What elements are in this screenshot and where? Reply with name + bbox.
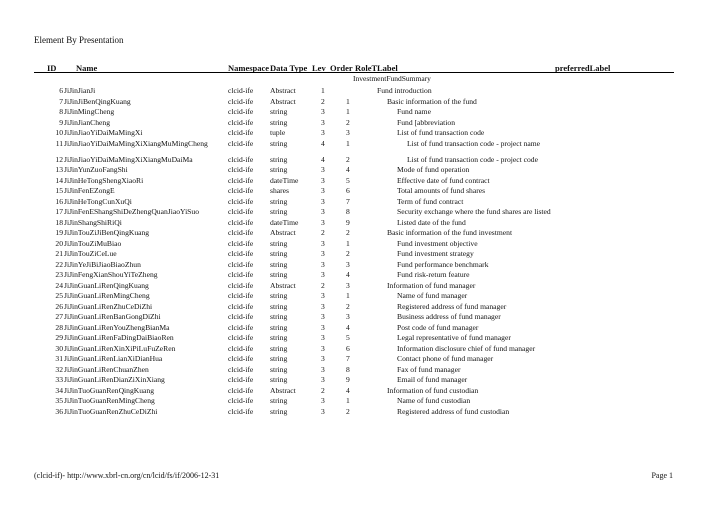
cell-label: Fund risk-return feature xyxy=(397,270,470,279)
table-row xyxy=(0,323,720,334)
cell-level: 3 xyxy=(321,333,325,342)
cell-data-type: Abstract xyxy=(270,96,296,106)
cell-namespace: clcid-ife xyxy=(228,138,254,148)
cell-label: Fund [abbreviation xyxy=(397,117,455,127)
cell-level: 3 xyxy=(321,301,325,311)
cell-level: 3 xyxy=(321,107,325,116)
cell-level: 3 xyxy=(321,186,325,195)
cell-name: JiJinJiBenQingKuang xyxy=(64,96,131,106)
cell-label: Fund investment objective xyxy=(397,238,478,248)
cell-label: Fund investment strategy xyxy=(397,249,474,258)
cell-level: 3 xyxy=(321,312,325,321)
cell-data-type: string xyxy=(270,396,288,405)
cell-namespace: clcid-ife xyxy=(228,154,254,164)
cell-namespace: clcid-ife xyxy=(228,301,254,311)
cell-id: 9 xyxy=(59,117,63,127)
cell-namespace: clcid-ife xyxy=(228,375,254,384)
header-namespace: Namespace xyxy=(228,63,269,73)
cell-data-type: Abstract xyxy=(270,280,296,290)
cell-id: 29 xyxy=(55,333,63,342)
footer-page: Page 1 xyxy=(651,471,673,480)
cell-data-type: string xyxy=(270,322,288,332)
table-row xyxy=(0,155,720,166)
cell-level: 3 xyxy=(321,406,325,416)
cell-name: JiJinJianJi xyxy=(64,86,96,95)
cell-namespace: clcid-ife xyxy=(228,196,254,206)
cell-label: Basic information of the fund investment xyxy=(387,228,513,237)
cell-label: Effective date of fund contract xyxy=(397,175,490,185)
cell-id: 16 xyxy=(55,196,63,206)
cell-label: Information of fund custodian xyxy=(387,385,479,395)
cell-namespace: clcid-ife xyxy=(228,107,254,116)
cell-label: Information disclosure chief of fund manager xyxy=(397,343,536,353)
cell-order: 4 xyxy=(346,270,350,279)
cell-data-type: string xyxy=(270,406,288,416)
cell-name: JiJinTouZiMuBiao xyxy=(64,238,122,248)
cell-namespace: clcid-ife xyxy=(228,128,254,137)
cell-data-type: string xyxy=(270,343,288,353)
cell-data-type: dateTime xyxy=(270,175,299,185)
cell-namespace: clcid-ife xyxy=(228,259,254,269)
cell-data-type: string xyxy=(270,117,288,127)
cell-label: Registered address of fund manager xyxy=(397,301,507,311)
table-row xyxy=(0,365,720,376)
cell-level: 4 xyxy=(321,154,325,164)
cell-name: JiJinGuanLiRenMingCheng xyxy=(64,291,150,300)
table-row xyxy=(0,176,720,187)
cell-level: 3 xyxy=(321,270,325,279)
cell-name: JiJinTuoGuanRenQingKuang xyxy=(64,385,155,395)
cell-data-type: shares xyxy=(270,186,289,195)
cell-order: 2 xyxy=(346,228,350,237)
table-row xyxy=(0,86,720,97)
header-label: Label xyxy=(377,63,398,73)
cell-id: 35 xyxy=(55,396,63,405)
cell-level: 3 xyxy=(321,207,325,216)
cell-name: JiJinJiaoYiDaiMaMingXiXiangMuDaiMa xyxy=(64,154,193,164)
cell-id: 28 xyxy=(55,322,63,332)
cell-id: 22 xyxy=(55,259,63,269)
cell-id: 12 xyxy=(55,154,63,164)
cell-order: 3 xyxy=(346,259,350,269)
cell-name: JiJinYeJiBiJiaoBiaoZhun xyxy=(64,259,141,269)
footer-source: (clcid-if)- http://www.xbrl-cn.org/cn/lcid/fs/if/2006-12-31 xyxy=(34,471,220,480)
table-row xyxy=(0,333,720,344)
cell-namespace: clcid-ife xyxy=(228,333,254,342)
cell-level: 3 xyxy=(321,249,325,258)
cell-namespace: clcid-ife xyxy=(228,406,254,416)
cell-id: 32 xyxy=(55,364,63,374)
cell-id: 27 xyxy=(55,312,63,321)
cell-namespace: clcid-ife xyxy=(228,249,254,258)
cell-namespace: clcid-ife xyxy=(228,217,254,227)
cell-name: JiJinTuoGuanRenZhuCeDiZhi xyxy=(64,406,158,416)
cell-data-type: tuple xyxy=(270,128,286,137)
cell-level: 2 xyxy=(321,228,325,237)
table-row xyxy=(0,128,720,139)
cell-label: Name of fund manager xyxy=(397,291,468,300)
cell-order: 3 xyxy=(346,280,350,290)
cell-name: JiJinMingCheng xyxy=(64,107,115,116)
cell-namespace: clcid-ife xyxy=(228,364,254,374)
table-row xyxy=(0,354,720,365)
cell-name: JiJinGuanLiRenQingKuang xyxy=(64,280,149,290)
cell-level: 3 xyxy=(321,375,325,384)
header-data-type: Data Type xyxy=(270,63,308,73)
cell-name: JiJinYunZuoFangShi xyxy=(64,165,128,174)
cell-name: JiJinJiaoYiDaiMaMingXi xyxy=(64,128,143,137)
cell-data-type: string xyxy=(270,375,288,384)
cell-data-type: Abstract xyxy=(270,385,296,395)
cell-namespace: clcid-ife xyxy=(228,354,254,363)
cell-label: Mode of fund operation xyxy=(397,165,470,174)
table-row xyxy=(0,207,720,218)
cell-id: 15 xyxy=(55,186,63,195)
cell-label: Contact phone of fund manager xyxy=(397,354,494,363)
cell-level: 2 xyxy=(321,385,325,395)
cell-name: JiJinHeTongCunXuQi xyxy=(64,196,132,206)
cell-namespace: clcid-ife xyxy=(228,186,254,195)
table-row xyxy=(0,260,720,271)
cell-order: 2 xyxy=(346,301,350,311)
header-role: RoleT xyxy=(355,63,378,73)
cell-namespace: clcid-ife xyxy=(228,86,254,95)
cell-data-type: dateTime xyxy=(270,217,299,227)
cell-namespace: clcid-ife xyxy=(228,291,254,300)
cell-name: JiJinGuanLiRenXinXiPiLuFuZeRen xyxy=(64,343,176,353)
cell-order: 2 xyxy=(346,406,350,416)
section-label: InvestmentFundSummary xyxy=(353,74,431,83)
cell-name: JiJinFenEShangShiDeZhengQuanJiaoYiSuo xyxy=(64,207,199,216)
cell-namespace: clcid-ife xyxy=(228,385,254,395)
cell-name: JiJinTouZiJiBenQingKuang xyxy=(64,228,150,237)
cell-name: JiJinFengXianShouYiTeZheng xyxy=(64,270,158,279)
cell-label: Fund name xyxy=(397,107,431,116)
cell-order: 5 xyxy=(346,333,350,342)
cell-level: 3 xyxy=(321,343,325,353)
cell-level: 4 xyxy=(321,138,325,148)
cell-label: Total amounts of fund shares xyxy=(397,186,486,195)
cell-id: 14 xyxy=(55,175,63,185)
cell-label: Information of fund manager xyxy=(387,280,476,290)
cell-name: JiJinFenEZongE xyxy=(64,186,115,195)
table-row xyxy=(0,97,720,108)
cell-namespace: clcid-ife xyxy=(228,175,254,185)
cell-data-type: string xyxy=(270,354,288,363)
cell-order: 4 xyxy=(346,385,350,395)
cell-order: 1 xyxy=(346,138,350,148)
cell-namespace: clcid-ife xyxy=(228,322,254,332)
cell-id: 30 xyxy=(55,343,63,353)
cell-level: 3 xyxy=(321,128,325,137)
cell-level: 3 xyxy=(321,117,325,127)
cell-data-type: string xyxy=(270,312,288,321)
cell-label: Registered address of fund custodian xyxy=(397,406,510,416)
cell-label: List of fund transaction code xyxy=(397,128,485,137)
table-row xyxy=(0,218,720,229)
cell-level: 3 xyxy=(321,175,325,185)
cell-name: JiJinJianCheng xyxy=(64,117,110,127)
cell-data-type: string xyxy=(270,270,288,279)
cell-id: 24 xyxy=(55,280,63,290)
cell-order: 4 xyxy=(346,322,350,332)
cell-id: 33 xyxy=(55,375,63,384)
cell-data-type: string xyxy=(270,196,288,206)
table-row xyxy=(0,344,720,355)
cell-level: 3 xyxy=(321,364,325,374)
cell-data-type: string xyxy=(270,207,288,216)
cell-label: Legal representative of fund manager xyxy=(397,333,511,342)
table-row xyxy=(0,407,720,418)
cell-data-type: string xyxy=(270,333,288,342)
cell-order: 7 xyxy=(346,354,350,363)
cell-name: JiJinGuanLiRenYouZhengBianMa xyxy=(64,322,170,332)
cell-order: 2 xyxy=(346,249,350,258)
table-row xyxy=(0,165,720,176)
cell-order: 2 xyxy=(346,117,350,127)
cell-order: 9 xyxy=(346,375,350,384)
cell-namespace: clcid-ife xyxy=(228,343,254,353)
cell-id: 11 xyxy=(55,138,63,148)
cell-data-type: string xyxy=(270,291,288,300)
cell-name: JiJinGuanLiRenChuanZhen xyxy=(64,364,149,374)
cell-data-type: string xyxy=(270,364,288,374)
document-title: Element By Presentation xyxy=(34,35,124,45)
cell-order: 6 xyxy=(346,343,350,353)
cell-order: 5 xyxy=(346,175,350,185)
cell-level: 3 xyxy=(321,259,325,269)
cell-order: 3 xyxy=(346,312,350,321)
table-row xyxy=(0,186,720,197)
cell-label: Basic information of the fund xyxy=(387,96,477,106)
cell-data-type: string xyxy=(270,154,288,164)
cell-id: 23 xyxy=(55,270,63,279)
table-row xyxy=(0,396,720,407)
cell-order: 1 xyxy=(346,291,350,300)
cell-level: 3 xyxy=(321,354,325,363)
cell-name: JiJinGuanLiRenFaDingDaiBiaoRen xyxy=(64,333,174,342)
cell-level: 3 xyxy=(321,396,325,405)
cell-name: JiJinGuanLiRenLianXiDianHua xyxy=(64,354,163,363)
cell-name: JiJinGuanLiRenDianZiXinXiang xyxy=(64,375,165,384)
table-row xyxy=(0,239,720,250)
cell-level: 3 xyxy=(321,217,325,227)
cell-order: 1 xyxy=(346,96,350,106)
cell-id: 13 xyxy=(55,165,63,174)
cell-data-type: string xyxy=(270,238,288,248)
cell-order: 1 xyxy=(346,238,350,248)
cell-level: 3 xyxy=(321,238,325,248)
table-row xyxy=(0,249,720,260)
cell-label: Fax of fund manager xyxy=(397,364,461,374)
header-id: ID xyxy=(47,63,57,73)
cell-id: 36 xyxy=(55,406,63,416)
header-order: Order xyxy=(330,63,353,73)
cell-id: 17 xyxy=(55,207,63,216)
cell-order: 1 xyxy=(346,107,350,116)
cell-id: 6 xyxy=(59,86,63,95)
table-row xyxy=(0,375,720,386)
table-row xyxy=(0,107,720,118)
table-row xyxy=(0,118,720,129)
cell-label: Post code of fund manager xyxy=(397,322,479,332)
cell-order: 2 xyxy=(346,154,350,164)
cell-data-type: Abstract xyxy=(270,228,296,237)
cell-id: 31 xyxy=(55,354,63,363)
cell-label: Fund performance benchmark xyxy=(397,259,489,269)
cell-order: 3 xyxy=(346,128,350,137)
cell-namespace: clcid-ife xyxy=(228,238,254,248)
cell-namespace: clcid-ife xyxy=(228,207,254,216)
cell-namespace: clcid-ife xyxy=(228,312,254,321)
cell-name: JiJinShangShiRiQi xyxy=(64,217,122,227)
cell-order: 8 xyxy=(346,364,350,374)
table-row xyxy=(0,270,720,281)
cell-id: 10 xyxy=(55,128,63,137)
cell-level: 2 xyxy=(321,280,325,290)
cell-namespace: clcid-ife xyxy=(228,228,254,237)
cell-label: Fund introduction xyxy=(377,86,432,95)
cell-level: 3 xyxy=(321,165,325,174)
cell-data-type: string xyxy=(270,165,288,174)
cell-namespace: clcid-ife xyxy=(228,396,254,405)
cell-label: Business address of fund manager xyxy=(397,312,501,321)
cell-order: 9 xyxy=(346,217,350,227)
cell-data-type: string xyxy=(270,249,288,258)
cell-order: 8 xyxy=(346,207,350,216)
cell-id: 20 xyxy=(55,238,63,248)
cell-id: 34 xyxy=(55,385,63,395)
cell-level: 1 xyxy=(321,86,325,95)
cell-level: 3 xyxy=(321,291,325,300)
cell-data-type: string xyxy=(270,259,288,269)
cell-name: JiJinTouZiCeLue xyxy=(64,249,117,258)
cell-id: 21 xyxy=(55,249,63,258)
cell-id: 7 xyxy=(59,96,63,106)
cell-namespace: clcid-ife xyxy=(228,165,254,174)
header-level: Lev xyxy=(312,63,326,73)
table-row xyxy=(0,302,720,313)
cell-namespace: clcid-ife xyxy=(228,280,254,290)
cell-order: 6 xyxy=(346,186,350,195)
cell-id: 25 xyxy=(55,291,63,300)
table-row xyxy=(0,139,720,155)
cell-level: 3 xyxy=(321,322,325,332)
cell-label: Security exchange where the fund shares are listed xyxy=(397,207,551,216)
cell-label: Email of fund manager xyxy=(397,375,468,384)
cell-name: JiJinTuoGuanRenMingCheng xyxy=(64,396,155,405)
cell-id: 19 xyxy=(55,228,63,237)
cell-id: 26 xyxy=(55,301,63,311)
cell-namespace: clcid-ife xyxy=(228,117,254,127)
cell-level: 2 xyxy=(321,96,325,106)
cell-id: 8 xyxy=(59,107,63,116)
cell-order: 7 xyxy=(346,196,350,206)
cell-label: Name of fund custodian xyxy=(397,396,471,405)
cell-order: 4 xyxy=(346,165,350,174)
cell-name: JiJinGuanLiRenBanGongDiZhi xyxy=(64,312,161,321)
table-body xyxy=(0,86,720,417)
table-row xyxy=(0,281,720,292)
cell-name: JiJinGuanLiRenZhuCeDiZhi xyxy=(64,301,153,311)
cell-label: List of fund transaction code - project name xyxy=(407,138,541,148)
table-row xyxy=(0,228,720,239)
cell-label: List of fund transaction code - project code xyxy=(407,154,538,164)
cell-name: JiJinJiaoYiDaiMaMingXiXiangMuMingCheng xyxy=(64,139,208,148)
cell-id: 18 xyxy=(55,217,63,227)
cell-order: 1 xyxy=(346,396,350,405)
cell-data-type: string xyxy=(270,138,288,148)
cell-data-type: string xyxy=(270,107,288,116)
table-row xyxy=(0,291,720,302)
table-row xyxy=(0,312,720,323)
header-name: Name xyxy=(76,63,98,73)
table-row xyxy=(0,197,720,208)
header-preferred-label: preferredLabel xyxy=(555,63,611,73)
cell-namespace: clcid-ife xyxy=(228,96,254,106)
table-row xyxy=(0,386,720,397)
cell-label: Listed date of the fund xyxy=(397,217,466,227)
cell-label: Term of fund contract xyxy=(397,196,464,206)
cell-name: JiJinHeTongShengXiaoRi xyxy=(64,175,144,185)
header-divider xyxy=(34,72,674,73)
cell-data-type: string xyxy=(270,301,288,311)
cell-level: 3 xyxy=(321,196,325,206)
cell-namespace: clcid-ife xyxy=(228,270,254,279)
cell-data-type: Abstract xyxy=(270,86,296,95)
